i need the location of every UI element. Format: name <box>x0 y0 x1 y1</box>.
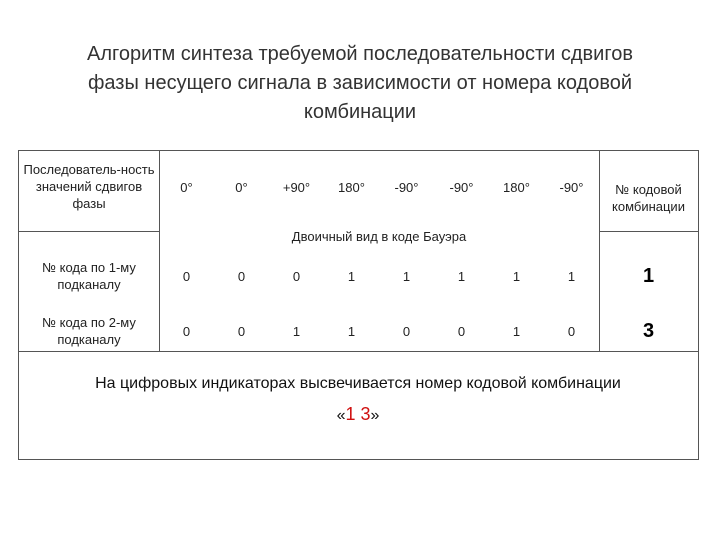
indicator-value-line <box>19 399 697 431</box>
row-label-subchannel-2: № кода по 2-му подканалу <box>42 315 136 347</box>
bauer-code-label: Двоичный вид в коде Бауэра <box>291 228 467 244</box>
phase-value: 180° <box>503 179 530 195</box>
bit-cell: 1 <box>512 268 521 284</box>
code-combination-header: № кодовой комбинации <box>612 182 685 214</box>
phase-value: 0° <box>180 179 193 195</box>
indicator-display-value: 1 3 <box>345 404 371 424</box>
phase-value: +90° <box>282 179 311 195</box>
code-number-subchannel-2: 3 <box>642 319 655 342</box>
quote-open: « <box>336 407 346 424</box>
bit-cell: 0 <box>567 323 576 339</box>
bit-cell: 0 <box>182 323 191 339</box>
bit-cell: 1 <box>347 323 356 339</box>
phase-value: 180° <box>338 179 365 195</box>
title-line-1: Алгоритм синтеза требуемой последовательности сдвигов <box>87 43 633 65</box>
slide-title <box>40 40 680 127</box>
phase-value: -90° <box>449 179 474 195</box>
phase-value: -90° <box>394 179 419 195</box>
phase-sequence-label: Последователь-ность значений сдвигов фазы <box>23 161 155 211</box>
algorithm-table <box>18 150 699 460</box>
code-number-subchannel-1: 1 <box>642 264 655 287</box>
indicator-caption <box>19 369 697 431</box>
bit-cell: 1 <box>457 268 466 284</box>
phase-value: -90° <box>559 179 584 195</box>
bit-cell: 0 <box>457 323 466 339</box>
bit-cell: 0 <box>237 268 246 284</box>
bit-cell: 0 <box>182 268 191 284</box>
bit-cell: 0 <box>292 268 301 284</box>
bit-cell: 1 <box>292 323 301 339</box>
quote-close: » <box>370 407 380 424</box>
row-label-subchannel-1: № кода по 1-му подканалу <box>42 260 136 292</box>
bit-cell: 1 <box>402 268 411 284</box>
grid-line <box>599 231 698 232</box>
title-line-2: фазы несущего сигнала в зависимости от номера кодовой <box>87 72 633 94</box>
bit-cell: 0 <box>237 323 246 339</box>
bit-cell: 0 <box>402 323 411 339</box>
bit-cell: 1 <box>512 323 521 339</box>
title-line-3: комбинации <box>303 101 417 123</box>
grid-line <box>19 351 698 352</box>
phase-value: 0° <box>235 179 248 195</box>
indicator-text: На цифровых индикаторах высвечивается номер кодовой комбинации <box>95 375 621 392</box>
grid-line <box>19 231 159 232</box>
bit-cell: 1 <box>347 268 356 284</box>
bit-cell: 1 <box>567 268 576 284</box>
